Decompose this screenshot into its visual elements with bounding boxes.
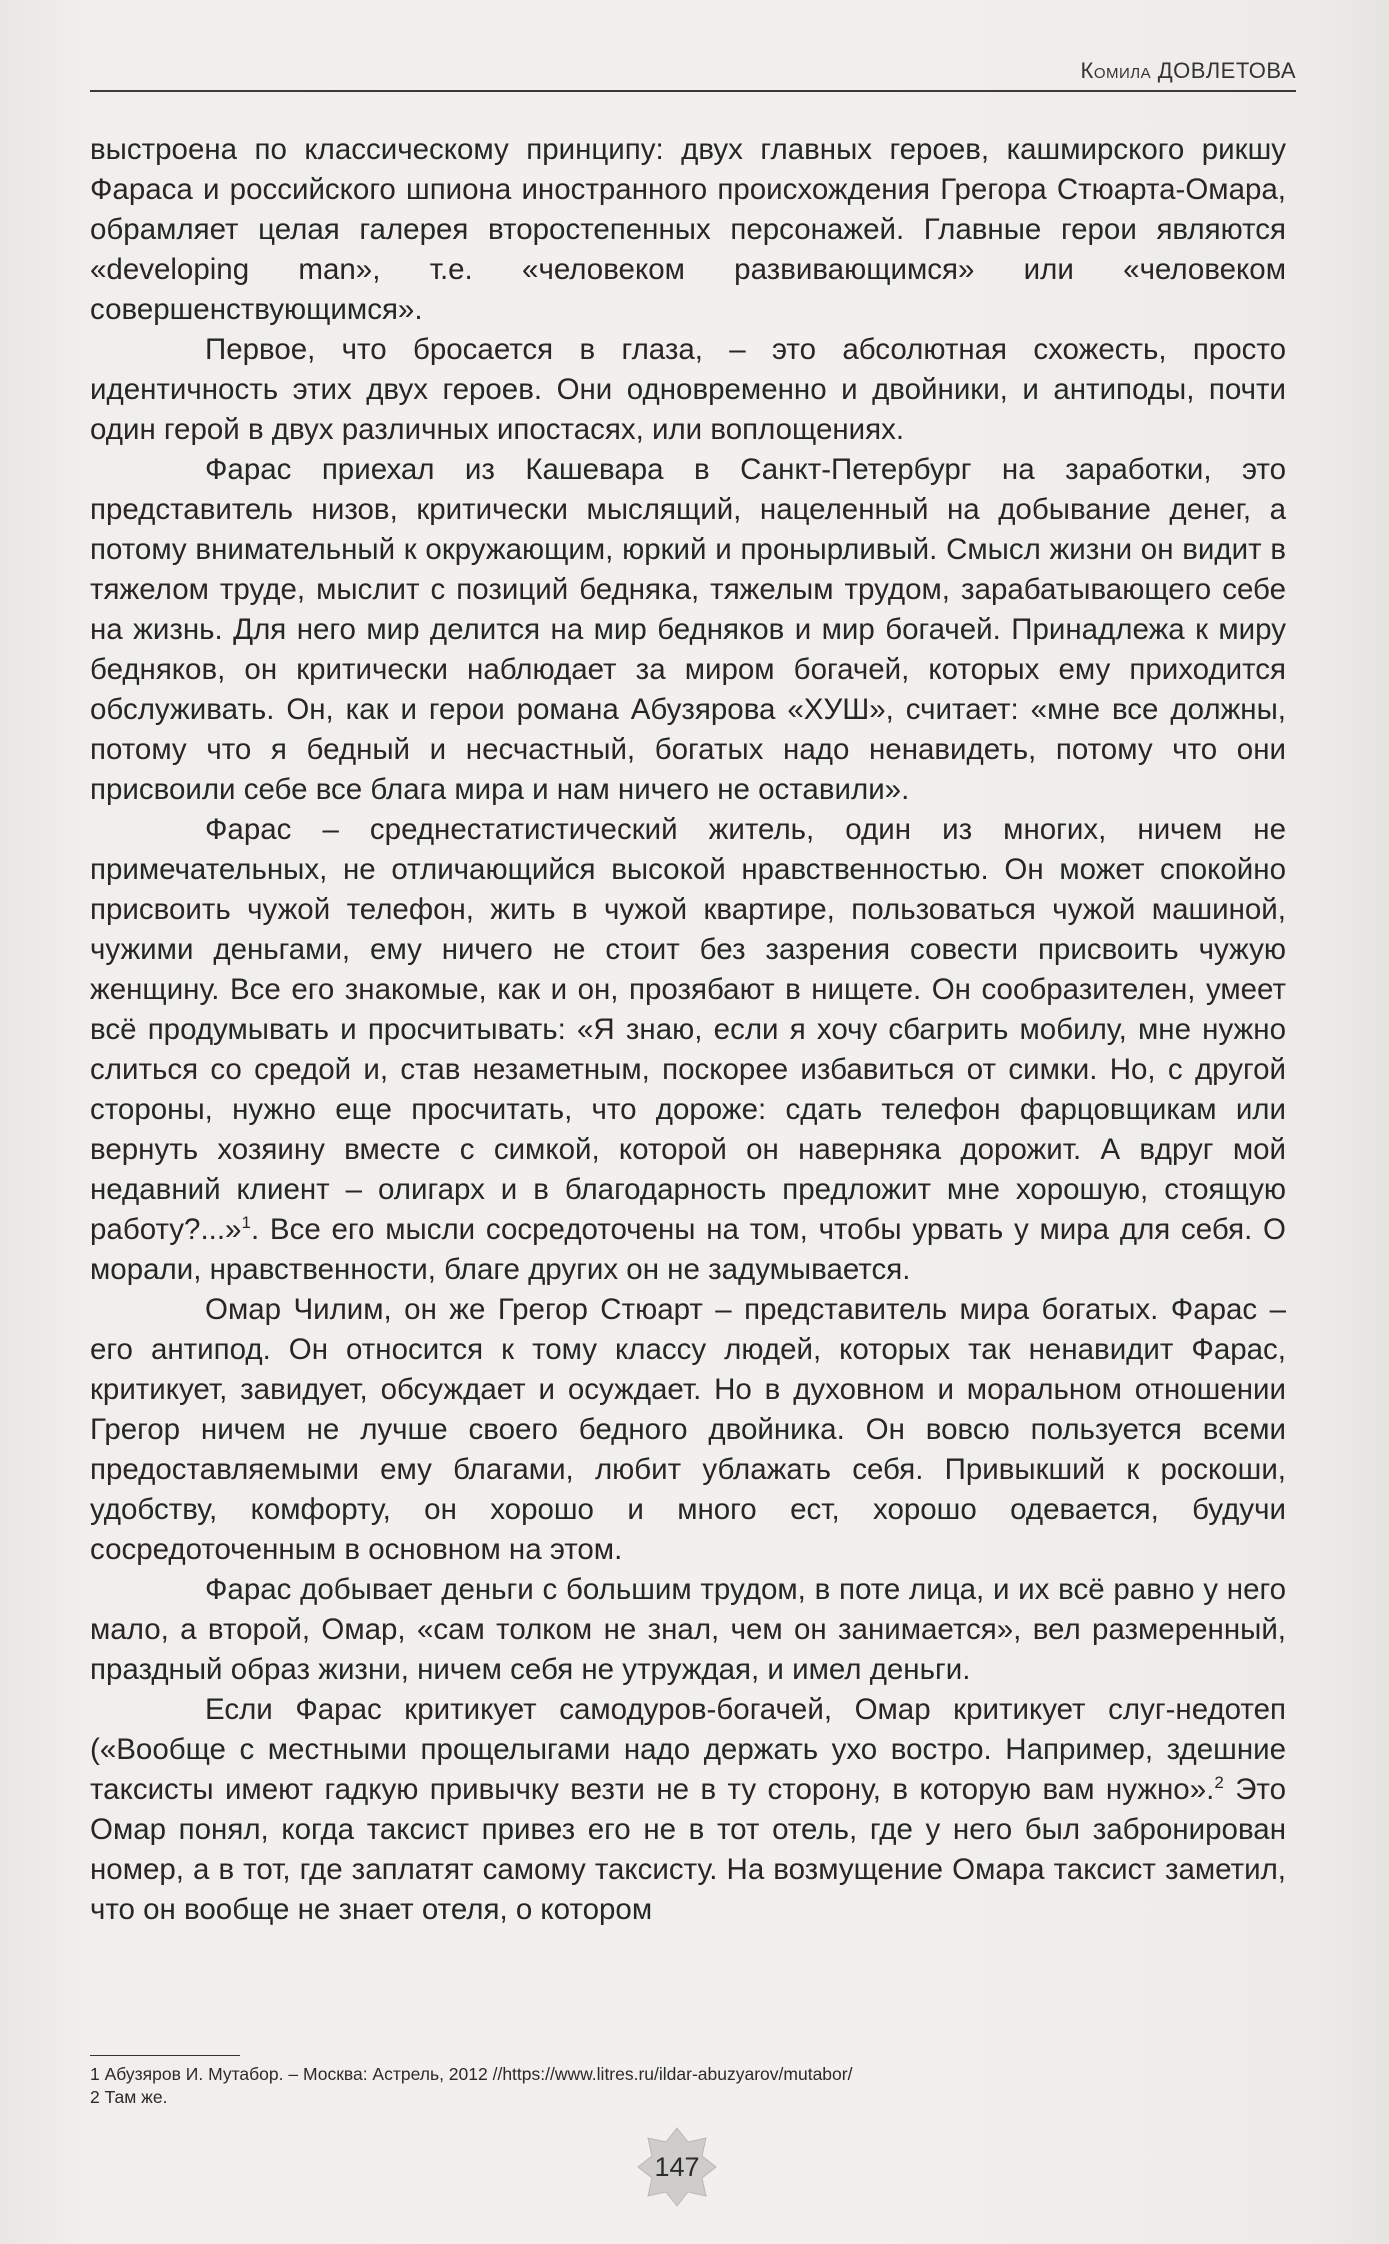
page-number-badge	[636, 2126, 718, 2208]
paragraph-4-text-a: Фарас – среднестатистический житель, один из многих, ничем не примечательных, не отличающийся высокой нравственностью. Он может спокойно присвоить чужой телефон, жить в чужой квартире, пользоваться чужой машиной, чужими деньгами, ему ничего не стоит без зазрения совести присвоить чужую женщину. Все его знакомые, как и он, прозябают в нищете. Он сообразителен, умеет всё продумывать и просчитывать: «Я знаю, если я хочу сбагрить мобилу, мне нужно слиться со средой и, став незаметным, поскорее избавиться от симки. Но, с другой стороны, нужно еще просчитать, что дороже: сдать телефон фарцовщикам или вернуть хозяину вместе с симкой, которой он наверняка дорожит. А вдруг мой недавний клиент – олигарх и в благодарность предложит мне хорошую, стоящую работу?...»	[90, 813, 1286, 1246]
footnote-2: 2 Там же.	[90, 2087, 168, 2107]
paragraph-1: выстроена по классическому принципу: двух главных героев, кашмирского рикшу Фараса и российского шпиона иностранного происхождения Грегора Стюарта-Омара, обрамляет целая галерея второстепенных персонажей. Главные герои являются «developing man», т.е. «человеком развивающимся» или «человеком совершенствующимся».	[90, 133, 1286, 326]
paragraph-7-text-a: Если Фарас критикует самодуров-богачей, Омар критикует слуг-недотеп («Вообще с местными прощелыгами надо держать ухо востро. Например, здешние таксисты имеют гадкую привычку везти не в ту сторону, в которую вам нужно».	[90, 1693, 1286, 1806]
paragraph-3: Фарас приехал из Кашевара в Санкт-Петербург на заработки, это представитель низов, критически мыслящий, нацеленный на добывание денег, а потому внимательный к окружающим, юркий и пронырливый. Смысл жизни он видит в тяжелом труде, мыслит с позиций бедняка, тяжелым трудом, зарабатывающего себе на жизнь. Для него мир делится на мир бедняков и мир богачей. Принадлежа к миру бедняков, он критически наблюдает за миром богачей, которых ему приходится обслуживать. Он, как и герои романа Абузярова «ХУШ», считает: «мне все должны, потому что я бедный и несчастный, богатых надо ненавидеть, потому что они присвоили себе все блага мира и нам ничего не оставили».	[90, 453, 1286, 806]
paragraph-6: Фарас добывает деньги с большим трудом, в поте лица, и их всё равно у него мало, а второй, Омар, «сам толком не знал, чем он занимается», вел размеренный, праздный образ жизни, ничем себя не утруждая, и имел деньги.	[90, 1573, 1286, 1686]
paragraph-5: Омар Чилим, он же Грегор Стюарт – представитель мира богатых. Фарас – его антипод. Он относится к тому классу людей, которых так ненавидит Фарас, критикует, завидует, обсуждает и осуждает. Но в духовном и моральном отношении Грегор ничем не лучше своего бедного двойника. Он вовсю пользуется всеми предоставляемыми ему благами, любит ублажать себя. Привыкший к роскоши, удобству, комфорту, он хорошо и много ест, хорошо одевается, будучи сосредоточенным в основном на этом.	[90, 1293, 1286, 1566]
author-last-name: ДОВЛЕТОВА	[1157, 58, 1296, 83]
paragraph-7-text-b: Это Омар понял, когда таксист привез его не в тот отель, где у него был забронирован номер, а в тот, где заплатят самому таксисту. На возмущение Омара таксист заметил, что он вообще не знает отеля, о котором	[90, 1773, 1286, 1926]
footnote-1: 1 Абузяров И. Мутабор. – Москва: Астрель, 2012 //https://www.litres.ru/ildar-abuzyarov/mutabor/	[90, 2064, 853, 2084]
paragraph-4-text-b: . Все его мысли сосредоточены на том, чтобы урвать у мира для себя. О морали, нравственности, благе других он не задумывается.	[90, 1213, 1286, 1286]
footnote-ref-1: 1	[241, 1213, 251, 1233]
main-text	[90, 130, 1286, 1930]
paragraph-2: Первое, что бросается в глаза, – это абсолютная схожесть, просто идентичность этих двух героев. Они одновременно и двойники, и антиподы, почти один герой в двух различных ипостасях, или воплощениях.	[90, 333, 1286, 446]
footnotes	[90, 2063, 1286, 2109]
paragraph-4	[90, 810, 1286, 1290]
author-first-name: Комила	[1080, 58, 1152, 83]
paragraph-7	[90, 1690, 1286, 1930]
running-header	[90, 58, 1296, 92]
footnote-divider	[90, 2055, 240, 2056]
footnote-ref-2: 2	[1214, 1773, 1224, 1793]
page-number: 147	[654, 2152, 700, 2182]
